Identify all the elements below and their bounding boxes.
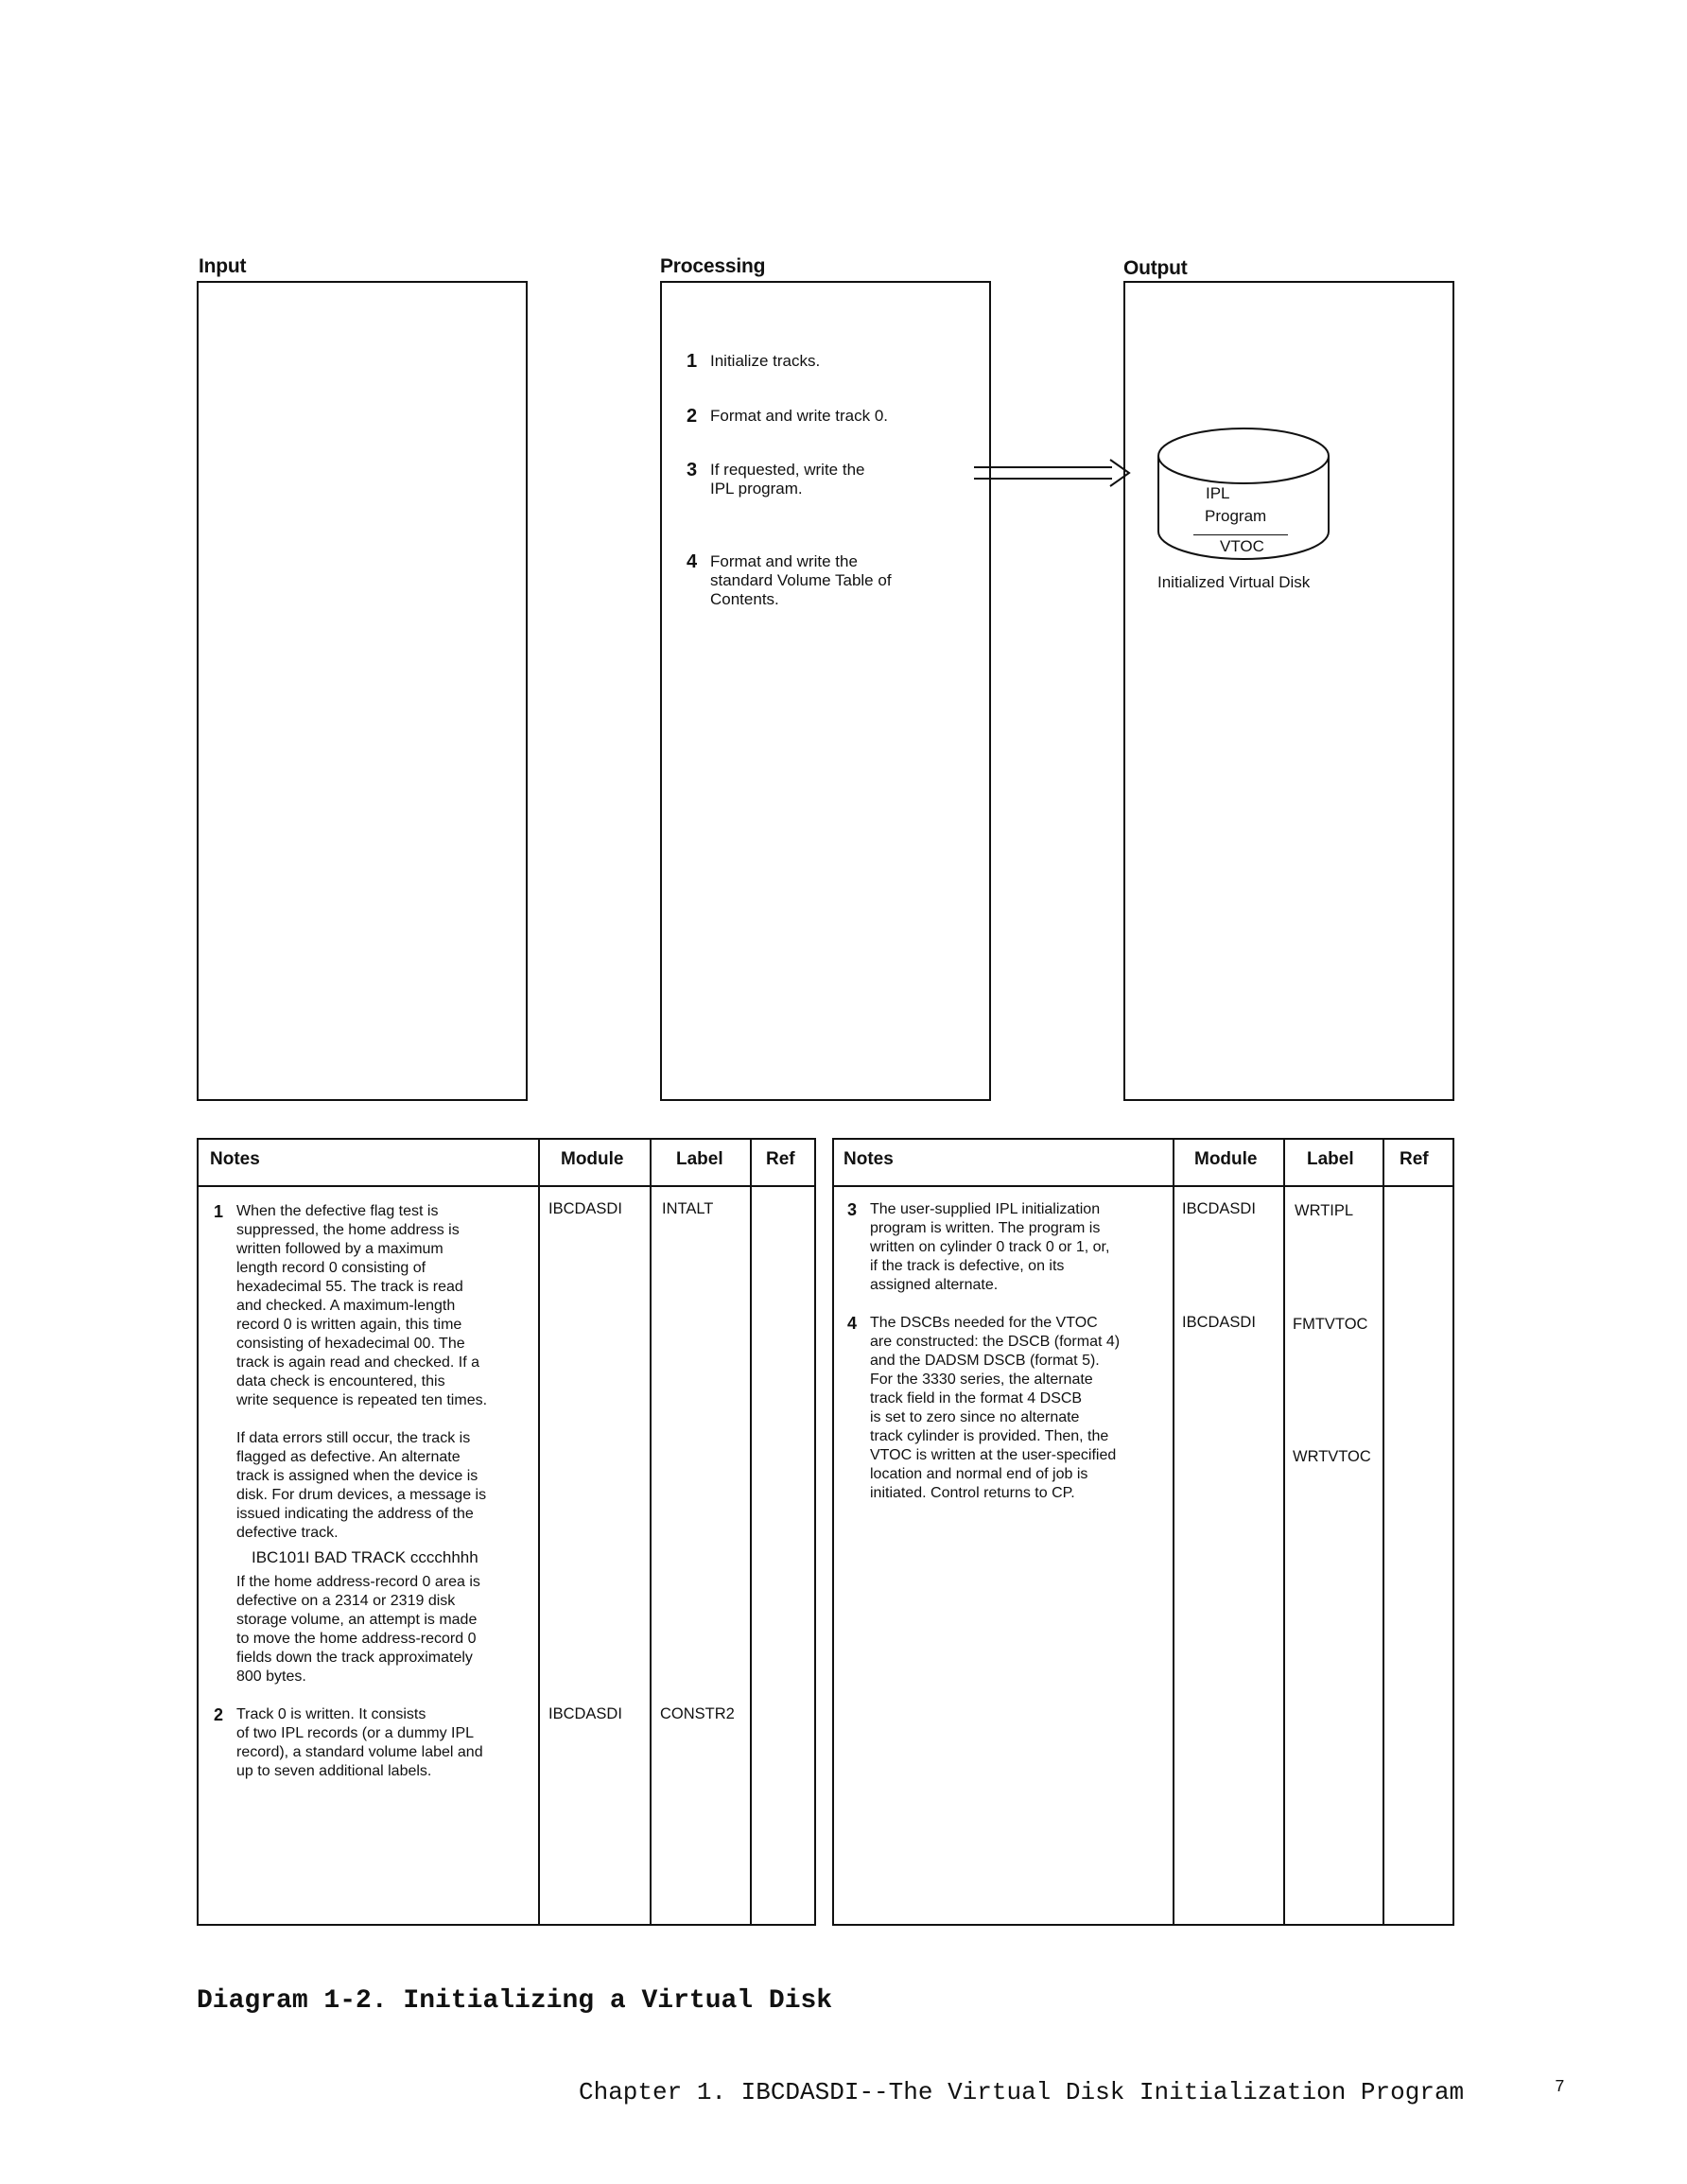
processing-header: Processing bbox=[660, 255, 766, 277]
note-text-para3: If the home address-record 0 area is defective on a 2314 or 2319 disk storage volume, an attempt is made to move the home address-record 0 fields down the track approximately 800 bytes. bbox=[236, 1574, 480, 1685]
notes-table-right bbox=[832, 1138, 1454, 1926]
disk-caption: Initialized Virtual Disk bbox=[1157, 573, 1311, 591]
note-4 bbox=[847, 1314, 1169, 1503]
note-text: The user-supplied IPL initialization program is written. The program is written on cylinder 0 track 0 or 1, or, if the track is defective, on its assigned alternate. bbox=[870, 1201, 1110, 1293]
output-header: Output bbox=[1123, 257, 1188, 279]
diagram-caption: Diagram 1-2. Initializing a Virtual Disk bbox=[197, 1986, 833, 2016]
page-footer: Chapter 1. IBCDASDI--The Virtual Disk Initialization Program bbox=[579, 2078, 1465, 2106]
notes-header: Notes bbox=[210, 1149, 260, 1169]
label-header: Label bbox=[676, 1149, 723, 1169]
ref-header: Ref bbox=[766, 1149, 795, 1169]
note-number: 2 bbox=[214, 1705, 224, 1724]
note-text: The DSCBs needed for the VTOC are constructed: the DSCB (format 4) and the DADSM DSCB (format 5). For the 3330 series, the alternate track field in the format 4 DSCB is set to zero since no alternate track cylinder is provided. Then, the VTOC is written at the user-specified location and normal end of job is initiated. Control returns to CP. bbox=[870, 1315, 1121, 1501]
note-3-module: IBCDASDI bbox=[1182, 1200, 1256, 1217]
input-header: Input bbox=[199, 255, 247, 277]
step-text: Format and write the standard Volume Table of Contents. bbox=[710, 552, 892, 608]
note-3 bbox=[847, 1200, 1169, 1295]
step-text: Initialize tracks. bbox=[710, 352, 821, 370]
step-text: Format and write track 0. bbox=[710, 407, 889, 425]
note-text: When the defective flag test is suppressed, the home address is written followed by a maximum length record 0 consisting of hexadecimal 55. The track is read and checked. A maximum-length record 0 is written again, this time consisting of hexadecimal 00. The track is again read and checked. If a data check is encountered, this write sequence is repeated ten times. bbox=[236, 1203, 488, 1408]
notes-table-left bbox=[197, 1138, 816, 1926]
note-1-label: INTALT bbox=[662, 1200, 714, 1217]
note-1 bbox=[214, 1202, 535, 1686]
disk-label-vtoc: VTOC bbox=[1220, 537, 1264, 555]
note-2-label: CONSTR2 bbox=[660, 1705, 735, 1722]
processing-box bbox=[660, 281, 991, 1101]
note-number: 4 bbox=[847, 1314, 858, 1333]
step-4 bbox=[687, 552, 970, 609]
note-1-module: IBCDASDI bbox=[548, 1200, 622, 1217]
note-4-module: IBCDASDI bbox=[1182, 1314, 1256, 1331]
ref-header: Ref bbox=[1400, 1149, 1429, 1169]
note-number: 1 bbox=[214, 1202, 224, 1221]
module-header: Module bbox=[561, 1149, 624, 1169]
disk-label-program: Program bbox=[1205, 507, 1267, 525]
output-box bbox=[1123, 281, 1454, 1101]
input-box bbox=[197, 281, 528, 1101]
label-header: Label bbox=[1307, 1149, 1354, 1169]
step-number: 1 bbox=[687, 351, 698, 372]
note-number: 3 bbox=[847, 1200, 858, 1219]
step-3 bbox=[687, 461, 970, 498]
flow-arrow bbox=[972, 458, 1133, 488]
step-number: 4 bbox=[687, 551, 698, 572]
notes-header: Notes bbox=[844, 1149, 894, 1169]
step-1 bbox=[687, 352, 970, 371]
note-text: Track 0 is written. It consists of two IPL records (or a dummy IPL record), a standard volume label and up to seven additional labels. bbox=[236, 1706, 483, 1779]
step-text: If requested, write the IPL program. bbox=[710, 461, 865, 498]
step-number: 3 bbox=[687, 460, 698, 480]
module-header: Module bbox=[1194, 1149, 1258, 1169]
vtoc-divider bbox=[1193, 534, 1288, 535]
note-3-label: WRTIPL bbox=[1295, 1202, 1354, 1219]
step-2 bbox=[687, 407, 970, 426]
note-text-para2: If data errors still occur, the track is flagged as defective. An alternate track is assigned when the device is disk. For drum devices, a message is issued indicating the address of the defective track. bbox=[236, 1430, 487, 1541]
step-number: 2 bbox=[687, 406, 698, 427]
note-2-module: IBCDASDI bbox=[548, 1705, 622, 1722]
page-number: 7 bbox=[1555, 2078, 1565, 2097]
note-4-label: FMTVTOC bbox=[1293, 1316, 1368, 1333]
note-message: IBC101I BAD TRACK cccchhhh bbox=[252, 1548, 478, 1566]
note-2 bbox=[214, 1705, 535, 1781]
note-4-label-2: WRTVTOC bbox=[1293, 1448, 1371, 1465]
disk-label-ipl: IPL bbox=[1206, 484, 1230, 502]
